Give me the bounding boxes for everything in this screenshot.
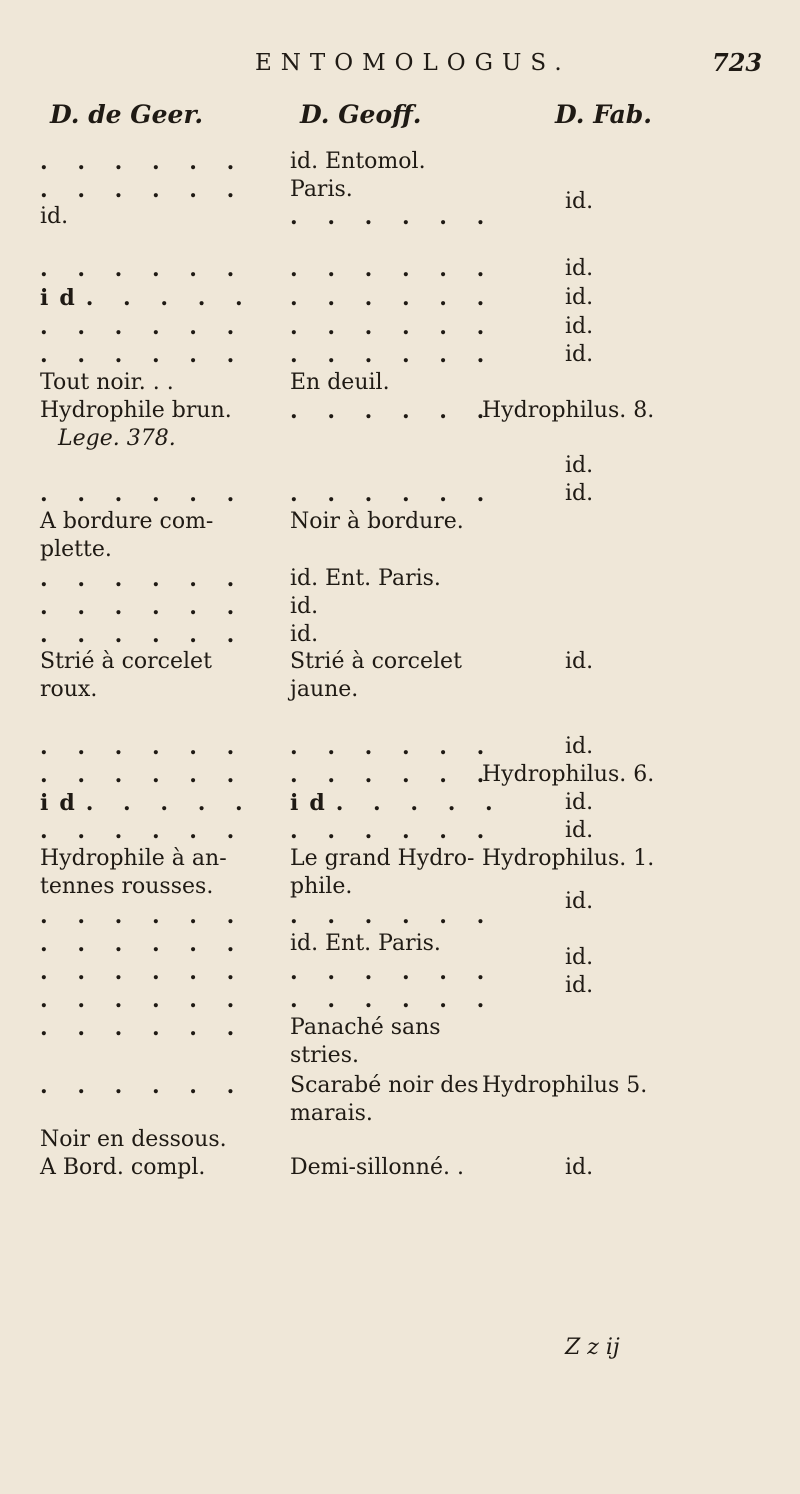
entry-id: id. [565,481,594,506]
dot-leader: . . . . . . [290,903,496,929]
entry-strie-jaune: Strié à corcelet jaune. [290,649,462,702]
dot-leader: . . . . . . [40,566,246,592]
dot-leader: . . . . . . [290,987,496,1013]
dot-leader: . . . . . . [290,398,496,424]
entry-id: id. [565,342,594,367]
dot-leader: . . . . . . [40,762,246,788]
entry-lege: Lege. 378. [58,426,176,451]
entry-hydrophile-antennes: Hydrophile à an-tennes rousses. [40,846,227,899]
dot-leader: . . . . . . [40,594,246,620]
dot-leader: . . . . . . [40,177,246,203]
entry-id: id. [290,622,319,647]
entry-id: id. [565,889,594,914]
column-heading-fabricius: D. Fab. [555,100,652,129]
dot-leader: . . . . . . [290,818,496,844]
entry-hydrophilus-1: Hydrophilus. 1. [482,846,655,871]
entry-tout-noir: Tout noir. . . [40,370,174,395]
entry-id: id. [565,973,594,998]
entry-id: id. [565,256,594,281]
entry-scarabe: Scarabé noir des marais. [290,1073,479,1126]
entry-id: id. [565,649,594,674]
entry-bord-compl: A Bord. compl. [40,1155,206,1180]
dot-leader: . . . . . . [40,342,246,368]
entry-hydrophilus-8: Hydrophilus. 8. [482,398,655,423]
entry-strie-roux: Strié à corcelet roux. [40,649,212,702]
dot-leader: . . . . . . [40,818,246,844]
entry-ent-paris: id. Ent. Paris. [290,931,441,956]
entry-id-dots: id. . . . . [40,285,254,311]
entry-a-bordure: A bordure com-plette. [40,509,214,562]
entry-id: id. [565,453,594,478]
entry-id: id. [565,285,594,310]
dot-leader: . . . . . . [40,149,246,175]
dot-leader: . . . . . . [40,1073,246,1099]
entry-id: id. [40,204,69,229]
entry-hydrophile-brun: Hydrophile brun. [40,398,232,423]
dot-leader: . . . . . . [290,342,496,368]
entry-id: id. [565,818,594,843]
dot-leader: . . . . . . [40,987,246,1013]
dot-leader: . . . . . . [40,734,246,760]
entry-noir-bordure: Noir à bordure. [290,509,464,534]
entry-en-deuil: En deuil. [290,370,390,395]
dot-leader: . . . . . . [290,481,496,507]
entry-ent-paris: id. Ent. Paris. [290,566,441,591]
entry-id-dots: id. . . . . [40,790,254,816]
dot-leader: . . . . . . [40,1015,246,1041]
column-heading-de-geer: D. de Geer. [50,100,204,129]
dot-leader: . . . . . . [40,481,246,507]
entry-hydrophilus-6: Hydrophilus. 6. [482,762,655,787]
entry-id: id. [565,314,594,339]
dot-leader: . . . . . . [40,314,246,340]
dot-leader: . . . . . . [40,903,246,929]
entry-id: id. [565,1155,594,1180]
entry-panache: Panaché sans stries. [290,1015,441,1068]
dot-leader: . . . . . . [290,204,496,230]
dot-leader: . . . . . . [40,622,246,648]
dot-leader: . . . . . . [290,762,496,788]
entry-entomol-paris [290,148,490,204]
dot-leader: . . . . . . [290,959,496,985]
running-head: ENTOMOLOGUS. [255,50,571,76]
entry-id: id. [565,945,594,970]
entry-entomol-text: id. Entomol. Paris. [290,149,426,202]
entry-grand-hydrophile: Le grand Hydro-phile. [290,846,475,899]
entry-id-dots: id. . . . . [290,790,504,816]
column-heading-geoffroy: D. Geoff. [300,100,422,129]
dot-leader: . . . . . . [40,959,246,985]
entry-demi-sillonne: Demi-sillonné. . [290,1155,464,1180]
entry-id: id. [565,734,594,759]
entry-id: id. [565,790,594,815]
dot-leader: . . . . . . [290,285,496,311]
page-number: 723 [712,48,763,77]
entry-id: id. [565,189,594,214]
entry-noir-dessous: Noir en dessous. [40,1127,227,1152]
entry-hydrophilus-5: Hydrophilus 5. [482,1073,648,1098]
signature-mark: Z z ij [565,1335,620,1360]
dot-leader: . . . . . . [40,931,246,957]
entry-id: id. [290,594,319,619]
dot-leader: . . . . . . [290,256,496,282]
dot-leader: . . . . . . [40,256,246,282]
dot-leader: . . . . . . [290,734,496,760]
dot-leader: . . . . . . [290,314,496,340]
